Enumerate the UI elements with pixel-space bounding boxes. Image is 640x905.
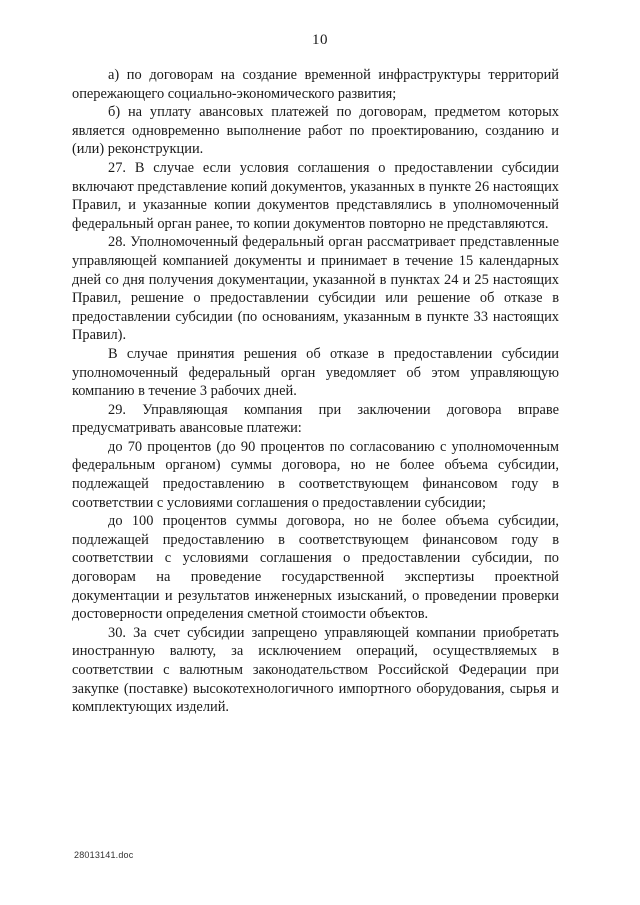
document-body	[72, 66, 559, 717]
paragraph-b: б) на уплату авансовых платежей по договорам, предметом которых является одновременно выполнение работ по проектированию, созданию и (или) реконструкции.	[72, 104, 559, 158]
paragraph-a: а) по договорам на создание временной инфраструктуры территорий опережающего социально-экономического развития;	[72, 67, 559, 102]
paragraph-29: 29. Управляющая компания при заключении договора вправе предусматривать авансовые платежи:	[72, 401, 559, 437]
paragraph-28: 28. Уполномоченный федеральный орган рассматривает представленные управляющей компанией документы и принимает в течение 15 календарных дней со дня получения документации, указанной в пунктах 24 и 25 настоящих Правил, решение о предоставлении субсидии или решение об отказе в предоставлении субсидии (по основаниям, указанным в пункте 33 настоящих Правил).	[72, 234, 559, 344]
file-code: 28013141.doc	[74, 850, 134, 860]
paragraph-29-advance-70: до 70 процентов (до 90 процентов по согласованию с уполномоченным федеральным органом) суммы договора, но не более объема субсидии, подлежащей предоставлению в соответствующем финансовом году в соответствии с условиями соглашения о предоставлении субсидии;	[72, 438, 559, 511]
page-number: 10	[312, 32, 328, 48]
paragraph-28-refusal: В случае принятия решения об отказе в предоставлении субсидии уполномоченный федеральный орган уведомляет об этом управляющую компанию в течение 3 рабочих дней.	[72, 345, 559, 400]
paragraph-27: 27. В случае если условия соглашения о предоставлении субсидии включают представление копий документов, указанных в пункте 26 настоящих Правил, и указанные копии документов представлялись в уполномоченный федеральный орган ранее, то копии документов повторно не представляются.	[72, 159, 559, 232]
paragraph-29-advance-100: до 100 процентов суммы договора, но не более объема субсидии, подлежащей предоставлению в соответствующем финансовом году в соответствии с условиями соглашения о предоставлении субсидии, по договорам на проведение государственной экспертизы проектной документации и результатов инженерных изысканий, о проведении проверки достоверности определения сметной стоимости объектов.	[72, 513, 559, 623]
paragraph-30: 30. За счет субсидии запрещено управляющей компании приобретать иностранную валюту, за исключением операций, осуществляемых в соответствии с валютным законодательством Российской Федерации при закупке (поставке) высокотехнологичного импортного оборудования, сырья и комплектующих изделий.	[72, 624, 559, 716]
